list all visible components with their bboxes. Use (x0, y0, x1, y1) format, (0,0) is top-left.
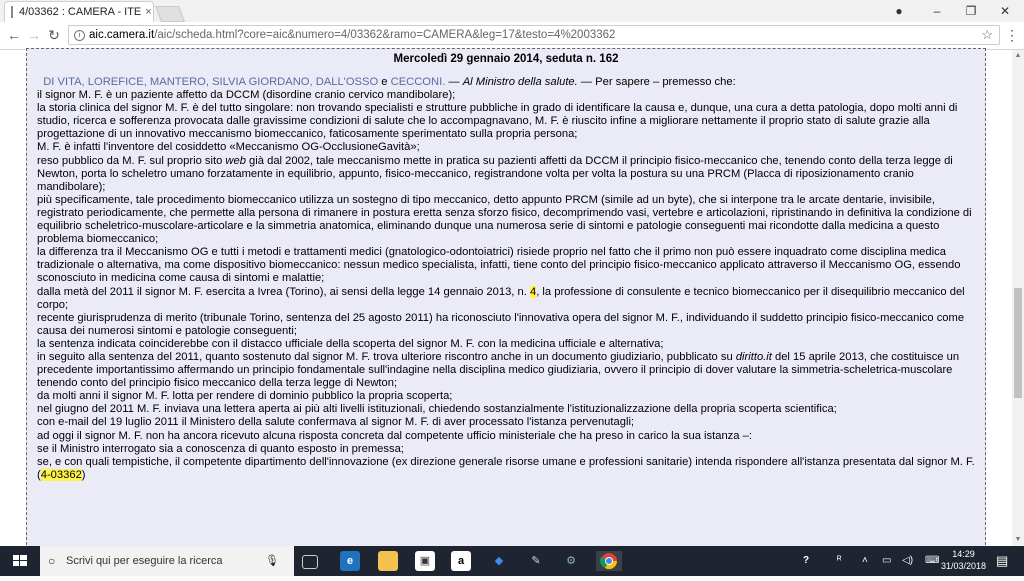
intro-line (37, 76, 977, 89)
scroll-up-icon[interactable]: ▲ (1014, 52, 1022, 59)
paragraph-11: da molti anni il signor M. F. lotta per rendere di dominio pubblico la propria scoperta; (37, 390, 453, 403)
chrome-icon[interactable] (596, 551, 622, 571)
maximize-button[interactable]: ❐ (965, 4, 977, 18)
p7-part-b: , la professione di consulente e tecnico biomeccanico per il disequilibrio meccanico del corpo; (37, 285, 965, 311)
new-tab-button[interactable] (155, 6, 185, 22)
paragraph-15: se il Ministro interrogato sia a conoscenza di quanto esposto in premessa; (37, 442, 404, 455)
page-favicon-icon (11, 6, 13, 18)
network-icon[interactable]: ▭ (882, 555, 892, 566)
page-viewport (0, 50, 1012, 546)
show-hidden-icons[interactable]: ˄ (862, 555, 868, 566)
paragraph-4: reso pubblico da M. F. sul proprio sito web già dal 2002, tale meccanismo mette in pratica su pazienti affetti da DCCM il principio fisico-meccanico che, tenendo conto della terza legge di Newton, porta lo scheletro umano forzatamente in equilibrio, appunto, fisico-meccanico, registrandone volta per volta la postura su una PRCM (Placca di riposizionamento cranio mandibolare); (37, 154, 953, 193)
tab-title: 4/03362 : CAMERA - ITE (19, 6, 142, 18)
clock-time: 14:29 (952, 549, 975, 559)
dropbox-icon[interactable]: ◆ (494, 555, 504, 567)
authors-joiner: e (378, 76, 391, 88)
paragraph-6: la differenza tra il Meccanismo OG e tutti i metodi e trattamenti medici (gnatologico-odontoiatrici) risiede proprio nel fatto che il primo non può essere inquadrato come disciplina medica tradizionale o alternativa, ma come dispositivo biomeccanico: nessun medico specialista, infatti, tiene conto del principio fisico-meccanico applicato attraverso il Meccanismo OG, essendo sconosciuto in medicina come causa di sintomi e malattie; (37, 246, 961, 285)
paragraph-16: se, e con quali tempistiche, il competente dipartimento dell'innovazione (ex direzione generale risorse umane e professioni sanitarie) intenda rispondere all'istanza presentata dal signor M. F. (37, 455, 975, 468)
taskbar-search-input[interactable] (40, 546, 294, 576)
amazon-icon[interactable]: a (451, 551, 471, 571)
browser-titlebar (0, 0, 1024, 22)
scroll-down-icon[interactable]: ▼ (1014, 536, 1022, 543)
edge-icon[interactable]: e (340, 551, 360, 571)
paragraph-8: recente giurisprudenza di merito (tribunale Torino, sentenza del 25 agosto 2011) ha riconosciuto l'innovativa opera del signor M. F., individuando il suddetto principio fisico-meccanico come causa dei numerosi sintomi e patologie conseguenti; (37, 311, 965, 337)
windows-start-icon[interactable] (0, 546, 40, 576)
help-icon[interactable]: ? (803, 555, 810, 566)
sheet-body (37, 76, 977, 482)
p10-part-b: del 15 aprile 2013, che costituisce un precedente importantissimo affermando un principio fondamentale sull'indagine nella disciplina medico giudiziaria, ovvero il principio di dover valutare la simmetria-scheletrica-muscolare tenendo conto del principio fisico meccanico della terza legge di Newton; (37, 350, 960, 390)
paragraph-13: con e-mail del 19 luglio 2011 il Ministero della salute confermava al signor M. F. di aver processato l'istanza pervenutagli; (37, 416, 635, 429)
settings-tool-icon[interactable]: ⚙ (566, 555, 576, 567)
address-bar[interactable] (68, 25, 1000, 45)
search-highlight: 4 (529, 285, 537, 298)
search-icon: ○ (48, 554, 56, 568)
authors-link[interactable]: DI VITA, LOREFICE, MANTERO, SILVIA GIORDANO, DALL'OSSO (43, 76, 379, 88)
scrollbar-thumb[interactable] (1014, 288, 1022, 398)
session-title: Mercoledì 29 gennaio 2014, seduta n. 162 (393, 53, 619, 65)
interrogation-sheet (26, 48, 986, 570)
people-icon[interactable]: ᴿ (837, 555, 842, 566)
url-path: /aic/scheda.html?core=aic&numero=4/03362&ramo=CAMERA&leg=17&testo=4%2003362 (154, 29, 616, 41)
search-placeholder: Scrivi qui per eseguire la ricerca (66, 555, 223, 567)
paragraph-5: più specificamente, tale procedimento biomeccanico utilizza un sostegno di tipo meccanico, detto appunto PRCM (simile ad un byte), che si interpone tra le arcate dentarie, invisibile, registrato periodicamente, che permette alla persona di rimanere in postura eretta senza sforzo fisico, decomprimendo vasi, vertebre e articolazioni, ripristinando in definitiva la condizione di equilibrio scheletrico-muscolare-articolare e la simmetria anatomica, eliminando dunque una numerosa serie di sintomi e patologie conseguenti mai ricondotte dalla medicina a questo problema biomeccanico; (37, 193, 972, 246)
bookmark-star-icon[interactable]: ☆ (981, 27, 993, 42)
paragraph-12: nel giugno del 2011 M. F. inviava una lettera aperta ai più alti livelli istituzionali, chiedendo sostanzialmente l'istituzionalizzazione della propria scoperta scientifica; (37, 403, 837, 416)
info-icon[interactable]: i (74, 30, 85, 41)
store-icon[interactable]: ▣ (415, 551, 435, 571)
reference-line (37, 469, 977, 482)
windows-taskbar (0, 546, 1024, 576)
paragraph-10 (37, 351, 977, 390)
cortana-mic-icon[interactable]: 🎙 (265, 555, 279, 567)
addressee: Al Ministro della salute. (462, 76, 578, 88)
intro-sep: — (445, 76, 463, 88)
keyboard-icon[interactable]: ⌨ (925, 555, 940, 566)
p7-part-a: dalla metà del 2011 il signor M. F. esercita a Ivrea (Torino), ai sensi della legge 14 gennaio 2013, n. (37, 285, 530, 298)
author-link-cecconi[interactable]: CECCONI. (390, 76, 446, 88)
tab-close-icon[interactable]: × (145, 6, 152, 18)
browser-toolbar (0, 22, 1024, 50)
taskbar-clock[interactable] (941, 548, 986, 572)
profile-icon[interactable]: ● (895, 4, 903, 18)
paragraph-9: la sentenza indicata coinciderebbe con il distacco ufficiale della scoperta del signor M. F. con la medicina ufficiale e alternativa; (37, 337, 664, 350)
close-window-button[interactable]: ✕ (999, 4, 1011, 18)
volume-icon[interactable]: ◁) (902, 555, 914, 566)
back-button[interactable]: ← (7, 27, 21, 43)
task-view-icon[interactable] (302, 555, 318, 569)
url-host: aic.camera.it (89, 29, 155, 41)
clock-date: 31/03/2018 (940, 561, 986, 571)
paragraph-7 (37, 286, 977, 312)
ref-close: ) (81, 468, 86, 481)
p10-source: diritto.it (735, 350, 772, 363)
browser-tab[interactable] (4, 1, 154, 22)
browser-tool-icon[interactable]: ✎ (531, 555, 541, 567)
vertical-scrollbar[interactable] (1012, 50, 1024, 546)
paragraph-1: il signor M. F. è un paziente affetto da DCCM (disordine cranio cervico mandibolare); (37, 89, 456, 102)
file-explorer-icon[interactable] (378, 551, 398, 571)
paragraph-2: la storia clinica del signor M. F. è del tutto singolare: non trovando specialisti e strutture pubbliche in grado di identificare la causa e, dunque, una cura a detta patologia, dopo molti anni di studio, ricerca e sofferenza provocata dalle gravissime condizioni di salute che lo accompagnavano, M. F. è riuscito infine a migliorare nettamente il proprio stato di salute grazie alla progettazione di un innovativo meccanismo biomeccanico, faticosamente sperimentato sulla propria persona; (37, 102, 958, 141)
reload-button[interactable]: ↻ (48, 27, 60, 43)
paragraph-3: M. F. è infatti l'inventore del cosiddetto «Meccanismo OG-OcclusioneGavità»; (37, 141, 420, 154)
minimize-button[interactable]: – (933, 4, 941, 18)
forward-button[interactable]: → (27, 27, 41, 43)
intro-tail: — Per sapere – premesso che: (577, 76, 736, 88)
ref-open: ( (37, 468, 41, 481)
paragraph-14: ad oggi il signor M. F. non ha ancora ricevuto alcuna risposta concreta dal competente ufficio ministeriale che ha preso in carico la sua istanza –: (37, 429, 752, 442)
action-center-icon[interactable]: ▤ (996, 553, 1009, 568)
reference-number: 4-03362 (40, 468, 82, 481)
p10-part-a: in seguito alla sentenza del 2011, quanto sostenuto dal signor M. F. trova ulteriore riscontro anche in un documento giudiziario, pubblicato su (37, 350, 736, 363)
browser-menu-icon[interactable]: ⋮ (1005, 27, 1019, 43)
